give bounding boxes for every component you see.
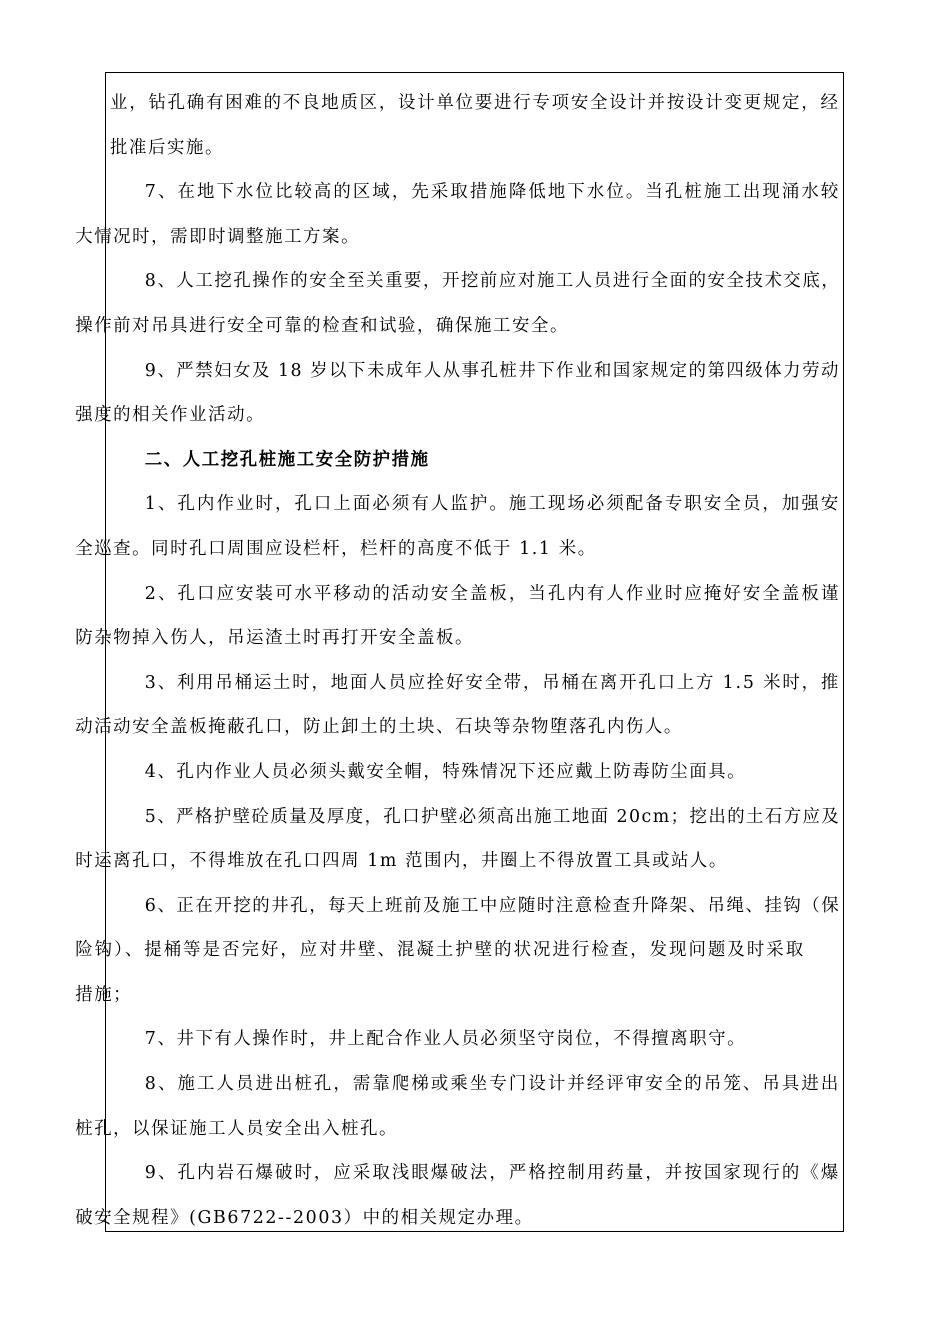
text-line: 措施；	[75, 984, 133, 1005]
text-line: 6、正在开挖的井孔，每天上班前及施工中应随时注意检查升降架、吊绳、挂钩（保	[144, 895, 841, 916]
text-line: 8、人工挖孔操作的安全至关重要，开挖前应对施工人员进行全面的安全技术交底，	[144, 271, 841, 292]
paragraph-measure-2	[75, 572, 841, 661]
text-line: 1、孔内作业时，孔口上面必须有人监护。施工现场必须配备专职安全员，加强安	[144, 494, 841, 515]
text-line: 操作前对吊具进行安全可靠的检查和试验，确保施工安全。	[75, 315, 569, 336]
paragraph-measure-5	[75, 795, 841, 884]
text-line: 3、利用吊桶运土时，地面人员应拴好安全带，吊桶在离开孔口上方 1.5 米时，推	[144, 672, 841, 693]
paragraph-measure-7	[110, 1017, 840, 1062]
paragraph-continuation	[110, 81, 840, 170]
text-line: 4、孔内作业人员必须头戴安全帽，特殊情况下还应戴上防毒防尘面具。	[144, 761, 747, 782]
paragraph-measure-9	[75, 1151, 841, 1240]
section-heading	[110, 438, 840, 483]
paragraph-item-8	[75, 259, 841, 348]
text-line: 9、严禁妇女及 18 岁以下未成年人从事孔桩井下作业和国家规定的第四级体力劳动	[144, 360, 840, 381]
paragraph-measure-3	[75, 661, 841, 750]
document-body	[75, 81, 841, 1240]
text-line: 业，钻孔确有困难的不良地质区，设计单位要进行专项安全设计并按设计变更规定，经	[110, 93, 840, 113]
text-line: 破安全规程》(GB6722--2003）中的相关规定办理。	[75, 1207, 534, 1228]
text-line: 防杂物掉入伤人，吊运渣土时再打开安全盖板。	[75, 628, 475, 649]
paragraph-item-9	[75, 349, 840, 438]
text-line: 全巡查。同时孔口周围应设栏杆，栏杆的高度不低于 1.1 米。	[75, 538, 597, 559]
text-line: 桩孔，以保证施工人员安全出入桩孔。	[75, 1118, 399, 1139]
text-line: 时运离孔口，不得堆放在孔口四周 1m 范围内，井圈上不得放置工具或站人。	[75, 851, 728, 872]
text-line: 5、严格护壁砼质量及厚度，孔口护壁必须高出施工地面 20cm；挖出的土石方应及	[144, 806, 841, 827]
text-line: 大情况时，需即时调整施工方案。	[75, 226, 361, 247]
text-line: 险钩）、提桶等是否完好，应对井壁、混凝土护壁的状况进行检查，发现问题及时采取	[75, 940, 806, 961]
heading-text: 二、人工挖孔桩施工安全防护措施	[144, 449, 430, 470]
text-line: 7、在地下水位比较高的区域，先采取措施降低地下水位。当孔桩施工出现涌水较	[144, 182, 841, 203]
text-line: 强度的相关作业活动。	[75, 405, 266, 426]
paragraph-measure-6	[75, 884, 841, 1018]
paragraph-measure-1	[75, 482, 841, 571]
text-line: 批准后实施。	[110, 137, 224, 158]
paragraph-measure-8	[75, 1062, 841, 1151]
text-line: 8、施工人员进出桩孔，需靠爬梯或乘坐专门设计并经评审安全的吊笼、吊具进出	[144, 1074, 841, 1095]
text-line: 动活动安全盖板掩蔽孔口，防止卸土的土块、石块等杂物堕落孔内伤人。	[75, 717, 683, 738]
paragraph-measure-4	[110, 750, 840, 795]
text-line: 9、孔内岩石爆破时，应采取浅眼爆破法，严格控制用药量，并按国家现行的《爆	[144, 1163, 841, 1184]
paragraph-item-7	[75, 170, 841, 259]
text-line: 7、井下有人操作时，井上配合作业人员必须坚守岗位，不得擅离职守。	[144, 1029, 747, 1050]
text-line: 2、孔口应安装可水平移动的活动安全盖板，当孔内有人作业时应掩好安全盖板谨	[144, 583, 841, 604]
